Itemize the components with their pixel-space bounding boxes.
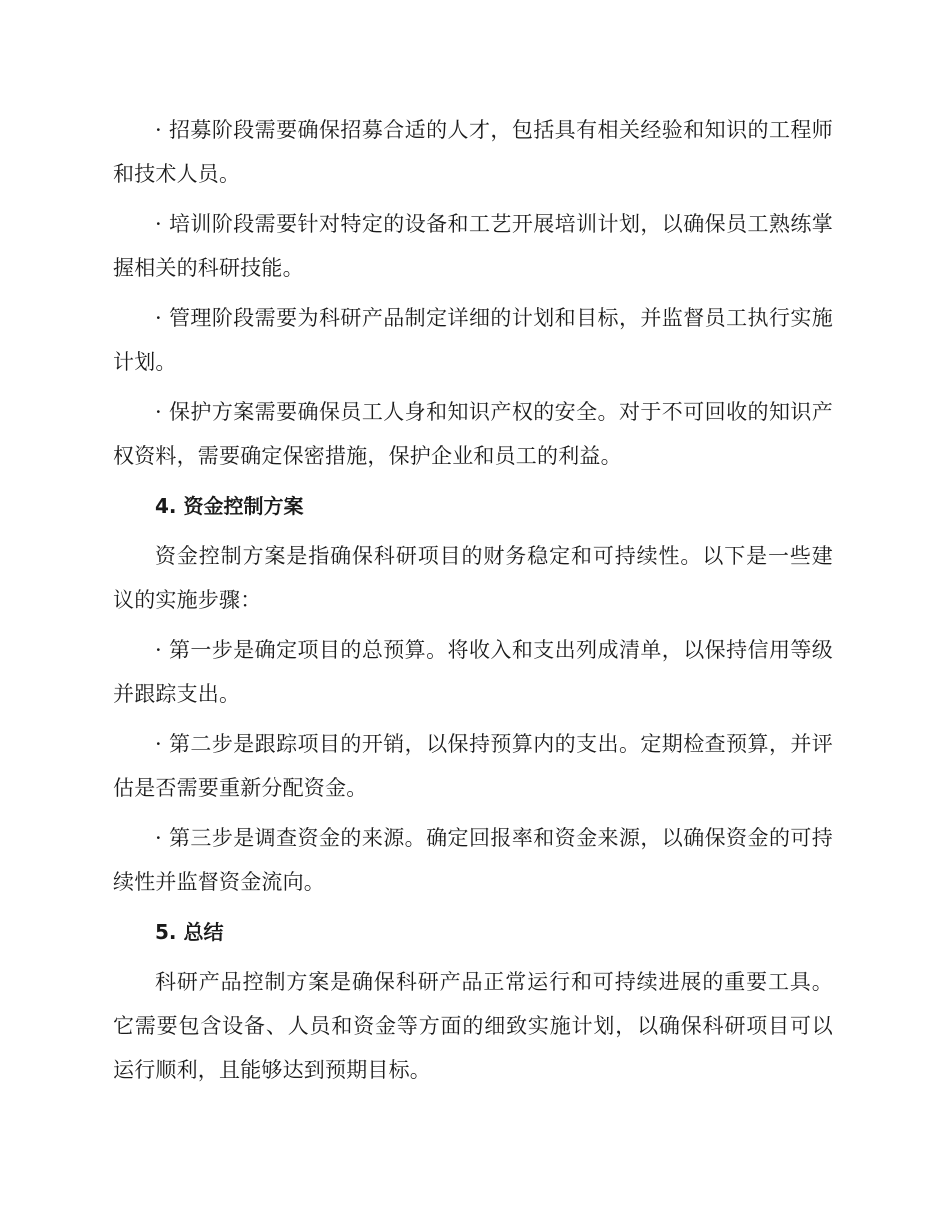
summary-paragraph: 科研产品控制方案是确保科研产品正常运行和可持续进展的重要工具。它需要包含设备、人员和资金等方面的细致实施计划，以确保科研项目可以运行顺利，且能够达到预期目标。 [113,970,833,1082]
bullet-step-two: · 第二步是跟踪项目的开销，以保持预算内的支出。定期检查预算，并评估是否需要重新分配资金。 [113,732,833,800]
bullet-training: · 培训阶段需要针对特定的设备和工艺开展培训计划，以确保员工熟练掌握相关的科研技能。 [113,212,833,280]
section-heading-funding: 4. 资金控制方案 [155,494,304,518]
funding-intro: 资金控制方案是指确保科研项目的财务稳定和可持续性。以下是一些建议的实施步骤： [113,544,833,612]
bullet-step-one: · 第一步是确定项目的总预算。将收入和支出列成清单，以保持信用等级并跟踪支出。 [113,638,833,706]
bullet-recruitment: · 招募阶段需要确保招募合适的人才，包括具有相关经验和知识的工程师和技术人员。 [113,118,833,186]
bullet-management: · 管理阶段需要为科研产品制定详细的计划和目标，并监督员工执行实施计划。 [113,306,833,374]
bullet-protection: · 保护方案需要确保员工人身和知识产权的安全。对于不可回收的知识产权资料，需要确定保密措施，保护企业和员工的利益。 [113,400,833,468]
section-heading-summary: 5. 总结 [155,920,224,944]
bullet-step-three: · 第三步是调查资金的来源。确定回报率和资金来源，以确保资金的可持续性并监督资金流向。 [113,826,833,894]
document-body [113,108,833,1098]
